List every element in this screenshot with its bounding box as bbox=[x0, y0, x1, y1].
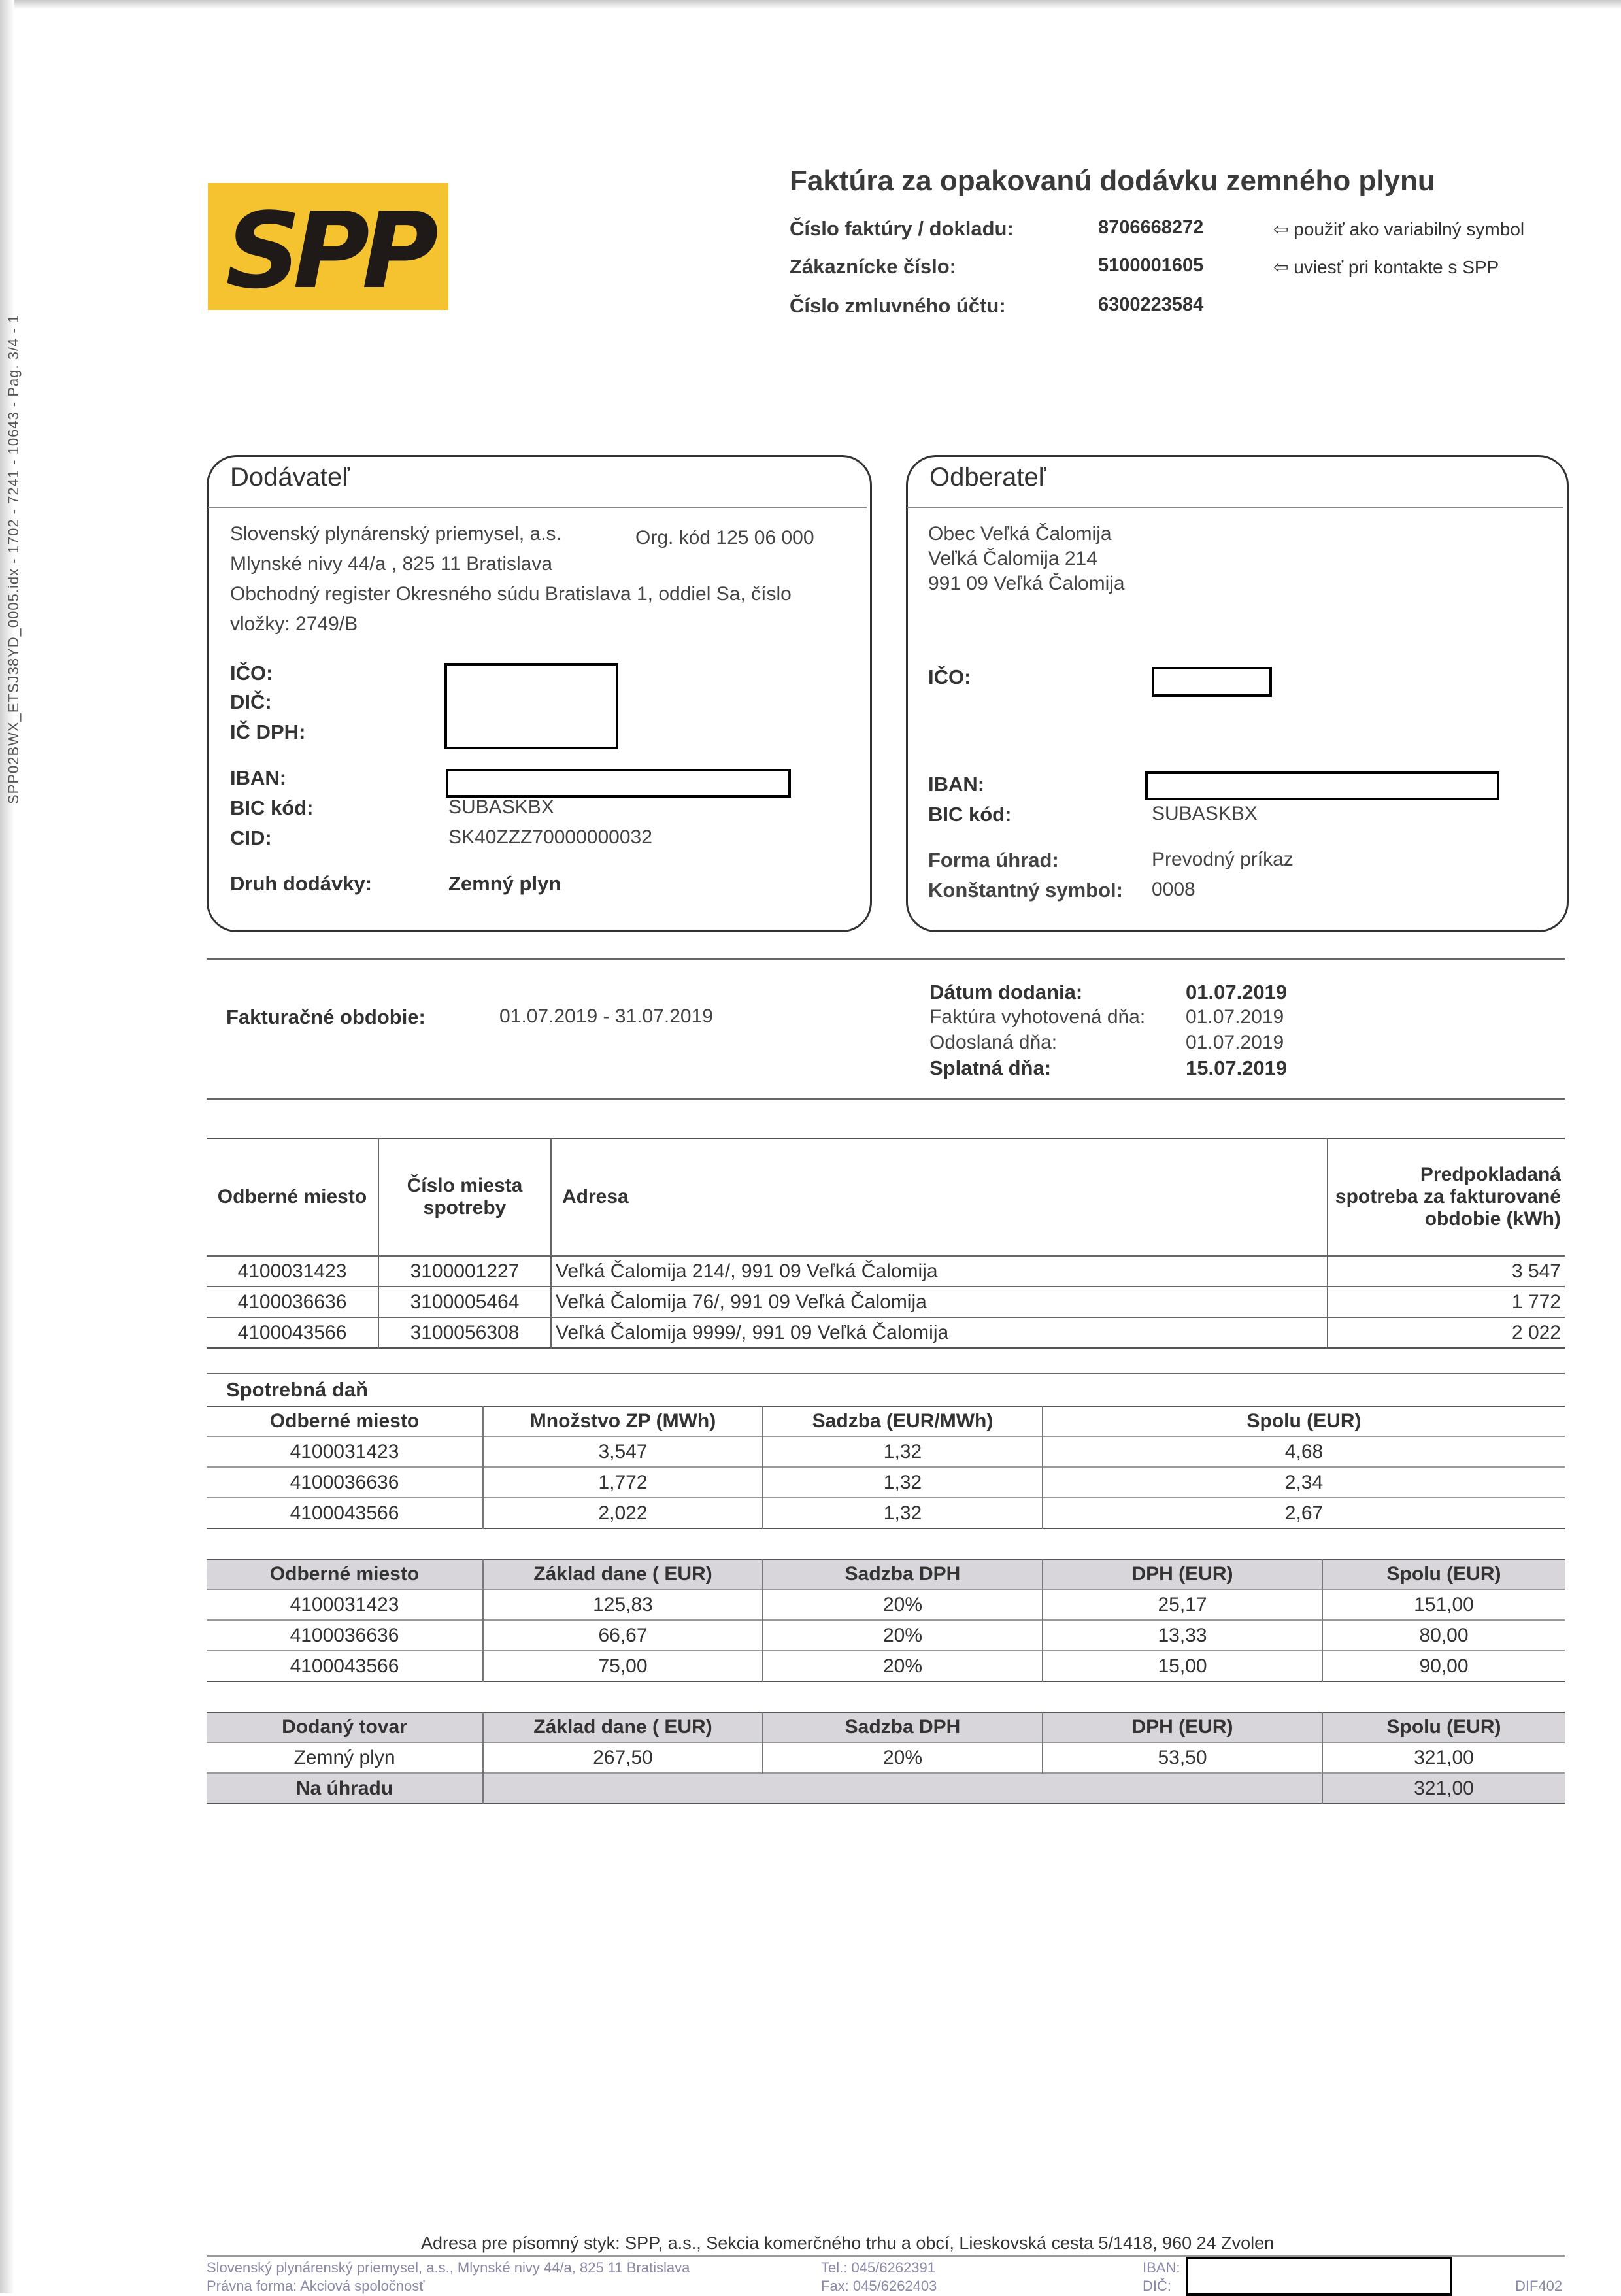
total: 151,00 bbox=[1322, 1589, 1565, 1620]
supplier-cid-label: CID: bbox=[230, 826, 272, 849]
consumption-places-table bbox=[207, 1138, 1565, 1349]
customer-number-value: 5100001605 bbox=[1098, 255, 1204, 276]
col-header-spot-number: Číslo miesta spotreby bbox=[378, 1138, 551, 1256]
place-id: 4100043566 bbox=[207, 1498, 483, 1528]
supplier-bic: SUBASKBX bbox=[448, 796, 554, 818]
tax-base: 125,83 bbox=[483, 1589, 763, 1620]
total: 2,34 bbox=[1043, 1467, 1565, 1498]
place-id: 4100043566 bbox=[207, 1651, 483, 1681]
place-id: 4100031423 bbox=[207, 1256, 378, 1287]
vat: 13,33 bbox=[1043, 1620, 1322, 1651]
supplier-title-rule bbox=[208, 507, 867, 508]
total-due-value: 321,00 bbox=[1322, 1773, 1565, 1804]
customer-ico-label: IČO: bbox=[928, 666, 971, 688]
total: 80,00 bbox=[1322, 1620, 1565, 1651]
supplier-cid: SK40ZZZ70000000032 bbox=[448, 826, 652, 848]
address: Veľká Čalomija 9999/, 991 09 Veľká Čalomija bbox=[551, 1317, 1328, 1348]
col-header-vat-rate: Sadzba DPH bbox=[763, 1559, 1043, 1589]
footer-dic-label: DIČ: bbox=[1143, 2278, 1171, 2294]
supply-type-label: Druh dodávky: bbox=[230, 872, 373, 895]
rate: 1,32 bbox=[763, 1436, 1043, 1467]
spot-number: 3100005464 bbox=[378, 1287, 551, 1317]
address: Veľká Čalomija 214/, 991 09 Veľká Čalomija bbox=[551, 1256, 1328, 1287]
table-row bbox=[207, 1589, 1565, 1620]
customer-number-hint: ⇦ uviesť pri kontakte s SPP bbox=[1273, 257, 1499, 277]
footer-code: DIF402 bbox=[1515, 2278, 1563, 2294]
sent-date-label: Odoslaná dňa: bbox=[929, 1032, 1058, 1053]
vat: 53,50 bbox=[1043, 1742, 1322, 1773]
consumption: 1 772 bbox=[1328, 1287, 1565, 1317]
constant-symbol-label: Konštantný symbol: bbox=[928, 879, 1123, 902]
col-header-tax-base: Základ dane ( EUR) bbox=[483, 1712, 763, 1742]
customer-iban-redaction bbox=[1145, 771, 1499, 800]
vat-rate: 20% bbox=[763, 1651, 1043, 1681]
vat-rate: 20% bbox=[763, 1742, 1043, 1773]
footer-legal-form: Právna forma: Akciová spoločnosť bbox=[207, 2278, 425, 2294]
customer-line-2: Veľká Čalomija 214 bbox=[928, 548, 1097, 569]
billing-period-value: 01.07.2019 - 31.07.2019 bbox=[499, 1005, 713, 1027]
total-due-row bbox=[207, 1773, 1565, 1804]
col-header-vat: DPH (EUR) bbox=[1043, 1559, 1322, 1589]
supplier-bic-label: BIC kód: bbox=[230, 796, 314, 819]
quantity: 1,772 bbox=[483, 1467, 763, 1498]
vat-by-place-table bbox=[207, 1559, 1565, 1682]
rate: 1,32 bbox=[763, 1498, 1043, 1528]
customer-number-label: Zákaznícke číslo: bbox=[790, 255, 957, 278]
total: 90,00 bbox=[1322, 1651, 1565, 1681]
table-row bbox=[207, 1620, 1565, 1651]
supplier-icdph-label: IČ DPH: bbox=[230, 720, 306, 743]
table-row bbox=[207, 1436, 1565, 1467]
col-header-vat: DPH (EUR) bbox=[1043, 1712, 1322, 1742]
col-header-place: Odberné miesto bbox=[207, 1138, 378, 1256]
excise-table bbox=[207, 1406, 1565, 1529]
excise-title: Spotrebná daň bbox=[226, 1378, 369, 1401]
footer-company: Slovenský plynárenský priemysel, a.s., Mlynské nivy 44/a, 825 11 Bratislava bbox=[207, 2259, 690, 2276]
delivery-date-value: 01.07.2019 bbox=[1186, 981, 1288, 1004]
consumption: 2 022 bbox=[1328, 1317, 1565, 1348]
constant-symbol-value: 0008 bbox=[1152, 879, 1195, 900]
contract-account-value: 6300223584 bbox=[1098, 294, 1204, 315]
supplier-register-2: vložky: 2749/B bbox=[230, 613, 358, 635]
customer-iban-label: IBAN: bbox=[928, 773, 985, 796]
footer-redaction bbox=[1186, 2257, 1452, 2296]
delivery-date-label: Dátum dodania: bbox=[929, 981, 1083, 1004]
due-date-value: 15.07.2019 bbox=[1186, 1056, 1288, 1079]
total: 4,68 bbox=[1043, 1436, 1565, 1467]
supplier-iban-label: IBAN: bbox=[230, 766, 287, 789]
col-header-quantity: Množstvo ZP (MWh) bbox=[483, 1406, 763, 1436]
footer-fax: Fax: 045/6262403 bbox=[821, 2278, 937, 2294]
place-id: 4100031423 bbox=[207, 1436, 483, 1467]
supply-type-value: Zemný plyn bbox=[448, 872, 561, 895]
place-id: 4100043566 bbox=[207, 1317, 378, 1348]
total: 2,67 bbox=[1043, 1498, 1565, 1528]
consumption: 3 547 bbox=[1328, 1256, 1565, 1287]
supplier-address: Mlynské nivy 44/a , 825 11 Bratislava bbox=[230, 553, 553, 575]
period-top-rule bbox=[207, 958, 1565, 960]
col-header-total: Spolu (EUR) bbox=[1386, 1563, 1501, 1585]
payment-form-label: Forma úhrad: bbox=[928, 849, 1059, 871]
table-row bbox=[207, 1651, 1565, 1681]
col-header-total: Spolu (EUR) bbox=[1386, 1716, 1501, 1738]
customer-ico-redaction bbox=[1152, 667, 1272, 697]
issued-date-value: 01.07.2019 bbox=[1186, 1006, 1284, 1028]
customer-bic-label: BIC kód: bbox=[928, 803, 1012, 826]
col-header-place: Odberné miesto bbox=[207, 1559, 483, 1589]
tax-base: 66,67 bbox=[483, 1620, 763, 1651]
col-header-place: Odberné miesto bbox=[207, 1406, 483, 1436]
vat: 25,17 bbox=[1043, 1589, 1322, 1620]
document-index-code: SPP02BWX_ETSJ38YD_0005.idx - 1702 - 7241 - 10643 - Pag. 3/4 - 1 bbox=[5, 314, 22, 804]
total: 321,00 bbox=[1322, 1742, 1565, 1773]
place-id: 4100036636 bbox=[207, 1620, 483, 1651]
billing-period-label: Fakturačné obdobie: bbox=[226, 1005, 426, 1028]
footer-tel: Tel.: 045/6262391 bbox=[821, 2259, 935, 2276]
period-bottom-rule bbox=[207, 1098, 1565, 1100]
customer-title-rule bbox=[907, 507, 1563, 508]
quantity: 3,547 bbox=[483, 1436, 763, 1467]
supplier-register-1: Obchodný register Okresného súdu Bratislava 1, oddiel Sa, číslo bbox=[230, 583, 792, 605]
place-id: 4100036636 bbox=[207, 1467, 483, 1498]
supplier-title: Dodávateľ bbox=[230, 463, 350, 492]
place-id: 4100036636 bbox=[207, 1287, 378, 1317]
col-header-rate: Sadzba (EUR/MWh) bbox=[763, 1406, 1043, 1436]
customer-bic: SUBASKBX bbox=[1152, 803, 1258, 824]
supplier-ids-redaction bbox=[444, 663, 618, 749]
total-due-label: Na úhradu bbox=[207, 1773, 483, 1804]
invoice-number-hint: ⇦ použiť ako variabilný symbol bbox=[1273, 219, 1525, 239]
vat: 15,00 bbox=[1043, 1651, 1322, 1681]
summary-table bbox=[207, 1712, 1565, 1804]
col-header-total: Spolu (EUR) bbox=[1246, 1410, 1362, 1432]
contract-account-label: Číslo zmluvného účtu: bbox=[790, 294, 1006, 317]
col-header-vat-rate: Sadzba DPH bbox=[763, 1712, 1043, 1742]
col-header-tax-base: Základ dane ( EUR) bbox=[483, 1559, 763, 1589]
customer-title: Odberateľ bbox=[929, 463, 1046, 492]
vat-rate: 20% bbox=[763, 1620, 1043, 1651]
place-id: 4100031423 bbox=[207, 1589, 483, 1620]
logo-text: SPP bbox=[226, 190, 431, 312]
issued-date-label: Faktúra vyhotovená dňa: bbox=[929, 1006, 1146, 1028]
table-row bbox=[207, 1742, 1565, 1773]
supplier-name: Slovenský plynárenský priemysel, a.s. bbox=[230, 523, 561, 545]
invoice-number-label: Číslo faktúry / dokladu: bbox=[790, 217, 1014, 240]
table-row bbox=[207, 1287, 1565, 1317]
supplier-ico-label: IČO: bbox=[230, 662, 273, 684]
customer-line-1: Obec Veľká Čalomija bbox=[928, 523, 1112, 545]
address: Veľká Čalomija 76/, 991 09 Veľká Čalomija bbox=[551, 1287, 1328, 1317]
col-header-address: Adresa bbox=[551, 1138, 1328, 1256]
tax-base: 267,50 bbox=[483, 1742, 763, 1773]
quantity: 2,022 bbox=[483, 1498, 763, 1528]
table-row bbox=[207, 1317, 1565, 1348]
goods: Zemný plyn bbox=[207, 1742, 483, 1773]
vat-rate: 20% bbox=[763, 1589, 1043, 1620]
col-header-estimated-consumption: Predpokladaná spotreba za fakturované obdobie (kWh) bbox=[1335, 1164, 1561, 1230]
supplier-iban-redaction bbox=[446, 769, 791, 798]
invoice-number-value: 8706668272 bbox=[1098, 217, 1204, 238]
scan-edge-top bbox=[0, 0, 1621, 9]
excise-top-rule bbox=[207, 1373, 1565, 1374]
spot-number: 3100056308 bbox=[378, 1317, 551, 1348]
spp-logo bbox=[208, 183, 448, 310]
spot-number: 3100001227 bbox=[378, 1256, 551, 1287]
footer-correspondence-address: Adresa pre písomný styk: SPP, a.s., Sekcia komerčného trhu a obcí, Lieskovská cesta 5/1418, 960 24 Zvolen bbox=[421, 2233, 1275, 2253]
col-header-goods: Dodaný tovar bbox=[207, 1712, 483, 1742]
sent-date-value: 01.07.2019 bbox=[1186, 1032, 1284, 1053]
rate: 1,32 bbox=[763, 1467, 1043, 1498]
customer-line-3: 991 09 Veľká Čalomija bbox=[928, 573, 1125, 594]
tax-base: 75,00 bbox=[483, 1651, 763, 1681]
supplier-dic-label: DIČ: bbox=[230, 690, 272, 713]
footer-iban-label: IBAN: bbox=[1143, 2259, 1180, 2276]
table-row bbox=[207, 1256, 1565, 1287]
due-date-label: Splatná dňa: bbox=[929, 1056, 1052, 1079]
table-row bbox=[207, 1467, 1565, 1498]
payment-form-value: Prevodný príkaz bbox=[1152, 849, 1294, 870]
invoice-title: Faktúra za opakovanú dodávku zemného plynu bbox=[790, 165, 1435, 197]
table-row bbox=[207, 1498, 1565, 1528]
supplier-org-code: Org. kód 125 06 000 bbox=[635, 527, 814, 549]
